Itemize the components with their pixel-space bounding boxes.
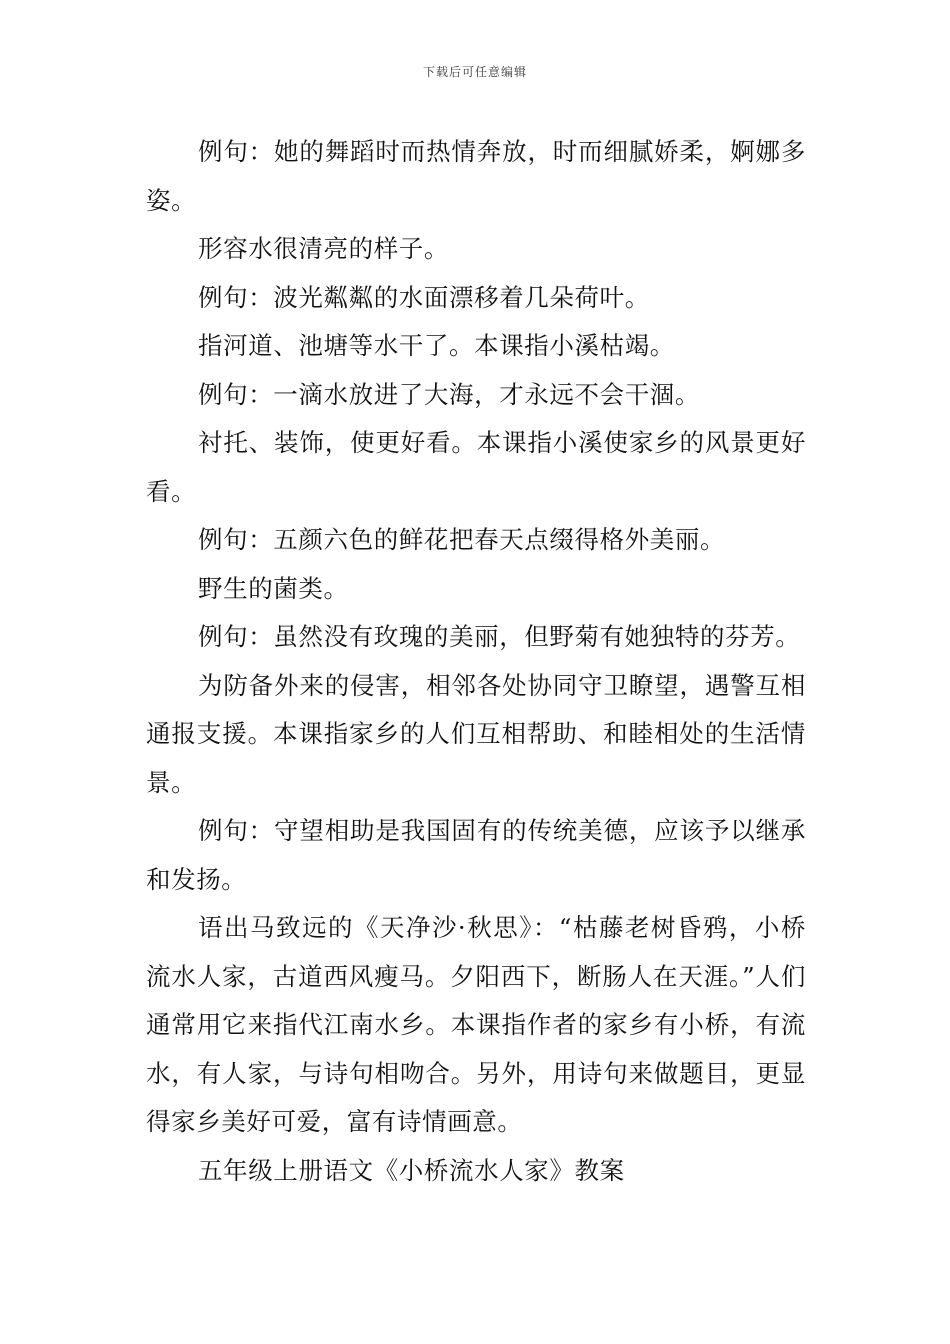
paragraph: 例句：守望相助是我国固有的传统美德，应该予以继承和发扬。 (146, 816, 806, 894)
document-body (146, 128, 806, 1195)
paragraph: 野生的菌类。 (198, 573, 349, 603)
paragraph: 形容水很清亮的样子。 (198, 234, 449, 263)
paragraph: 衬托、装饰，使更好看。本课指小溪使家乡的风景更好看。 (146, 428, 806, 506)
paragraph: 语出马致远的《天净沙·秋思》：“枯藤老树昏鸦，小桥流水人家，古道西风瘦马。夕阳西下，断肠人在天涯。”人们通常用它来指代江南水乡。本课指作者的家乡有小桥，有流水，有人家，与诗句相吻合。另外，用诗句来做题目，更显得家乡美好可爱，富有诗情画意。 (146, 913, 806, 1136)
paragraph: 指河道、池塘等水干了。本课指小溪枯竭。 (198, 331, 675, 360)
paragraph: 例句：一滴水放进了大海，才永远不会干涸。 (198, 379, 700, 409)
page-header: 下载后可任意编辑 (422, 65, 527, 79)
lesson-title-line: 五年级上册语文《小桥流水人家》教案 (198, 1155, 625, 1185)
paragraph: 例句：五颜六色的鲜花把春天点缀得格外美丽。 (198, 525, 726, 554)
paragraph: 例句：虽然没有玫瑰的美丽，但野菊有她独特的芬芳。 (198, 622, 801, 651)
paragraph: 例句：波光粼粼的水面漂移着几朵荷叶。 (198, 282, 650, 312)
paragraph: 为防备外来的侵害，相邻各处协同守卫瞭望，遇警互相通报支援。本课指家乡的人们互相帮助、和睦相处的生活情景。 (146, 670, 806, 797)
paragraph: 例句：她的舞蹈时而热情奔放，时而细腻娇柔，婀娜多姿。 (146, 137, 806, 215)
